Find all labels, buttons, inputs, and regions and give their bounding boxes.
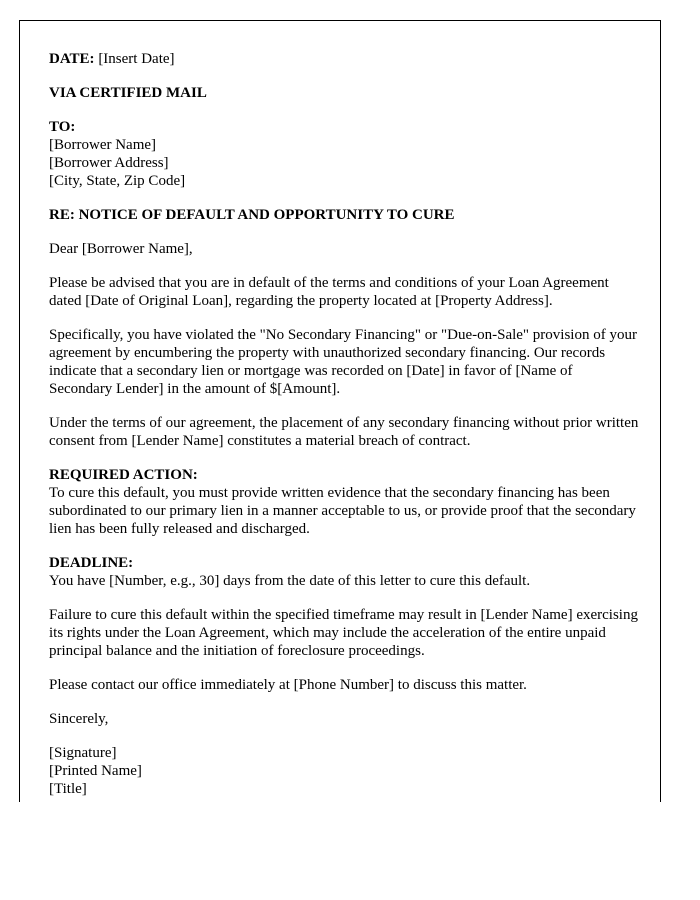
- required-action-label: REQUIRED ACTION:: [49, 467, 198, 483]
- recipient-city-state-zip: [City, State, Zip Code]: [49, 173, 186, 189]
- date-value: [Insert Date]: [98, 51, 175, 67]
- paragraph-contact: Please contact our office immediately at [Phone Number] to discuss this matter.: [49, 677, 527, 693]
- printed-name: [Printed Name]: [49, 763, 142, 779]
- date-label: DATE:: [49, 51, 95, 67]
- paragraph-default-notice: Please be advised that you are in default of the terms and conditions of your Loan Agreement dated [Date of Original Loan], regarding the property located at [Property Address].: [49, 275, 609, 309]
- deadline-label: DEADLINE:: [49, 555, 134, 571]
- recipient-address: [Borrower Address]: [49, 155, 169, 171]
- closing: Sincerely,: [49, 711, 109, 727]
- recipient-name: [Borrower Name]: [49, 137, 157, 153]
- paragraph-violation-details: Specifically, you have violated the "No Secondary Financing" or "Due-on-Sale" provision of your agreement by encumbering the property with unauthorized secondary financing. Our records indicate that a secondary lien or mortgage was recorded on [Date] in favor of [Name of Secondary Lender] in the amount of $[Amount].: [49, 327, 637, 397]
- subject-line: RE: NOTICE OF DEFAULT AND OPPORTUNITY TO CURE: [49, 207, 455, 223]
- deadline-text: You have [Number, e.g., 30] days from the date of this letter to cure this default.: [49, 573, 531, 589]
- letter-body: [49, 50, 639, 802]
- paragraph-breach: Under the terms of our agreement, the placement of any secondary financing without prior written consent from [Lender Name] constitutes a material breach of contract.: [49, 415, 639, 449]
- date-line: [49, 50, 639, 68]
- signature-placeholder: [Signature]: [49, 745, 117, 761]
- salutation: Dear [Borrower Name],: [49, 241, 193, 257]
- signature-block: [49, 744, 639, 798]
- delivery-method: VIA CERTIFIED MAIL: [49, 85, 207, 101]
- deadline-section: [49, 554, 639, 590]
- required-action-text: To cure this default, you must provide written evidence that the secondary financing has been subordinated to our primary lien in a manner acceptable to us, or provide proof that the secondary lien has been fully released and discharged.: [49, 485, 636, 537]
- title: [Title]: [49, 781, 87, 797]
- paragraph-consequences: Failure to cure this default within the specified timeframe may result in [Lender Name] exercising its rights under the Loan Agreement, which may include the acceleration of the entire unpaid principal balance and the initiation of foreclosure proceedings.: [49, 607, 638, 659]
- letter-page: [19, 20, 661, 802]
- recipient-block: [49, 118, 639, 190]
- recipient-label: TO:: [49, 119, 76, 135]
- required-action-section: [49, 466, 639, 538]
